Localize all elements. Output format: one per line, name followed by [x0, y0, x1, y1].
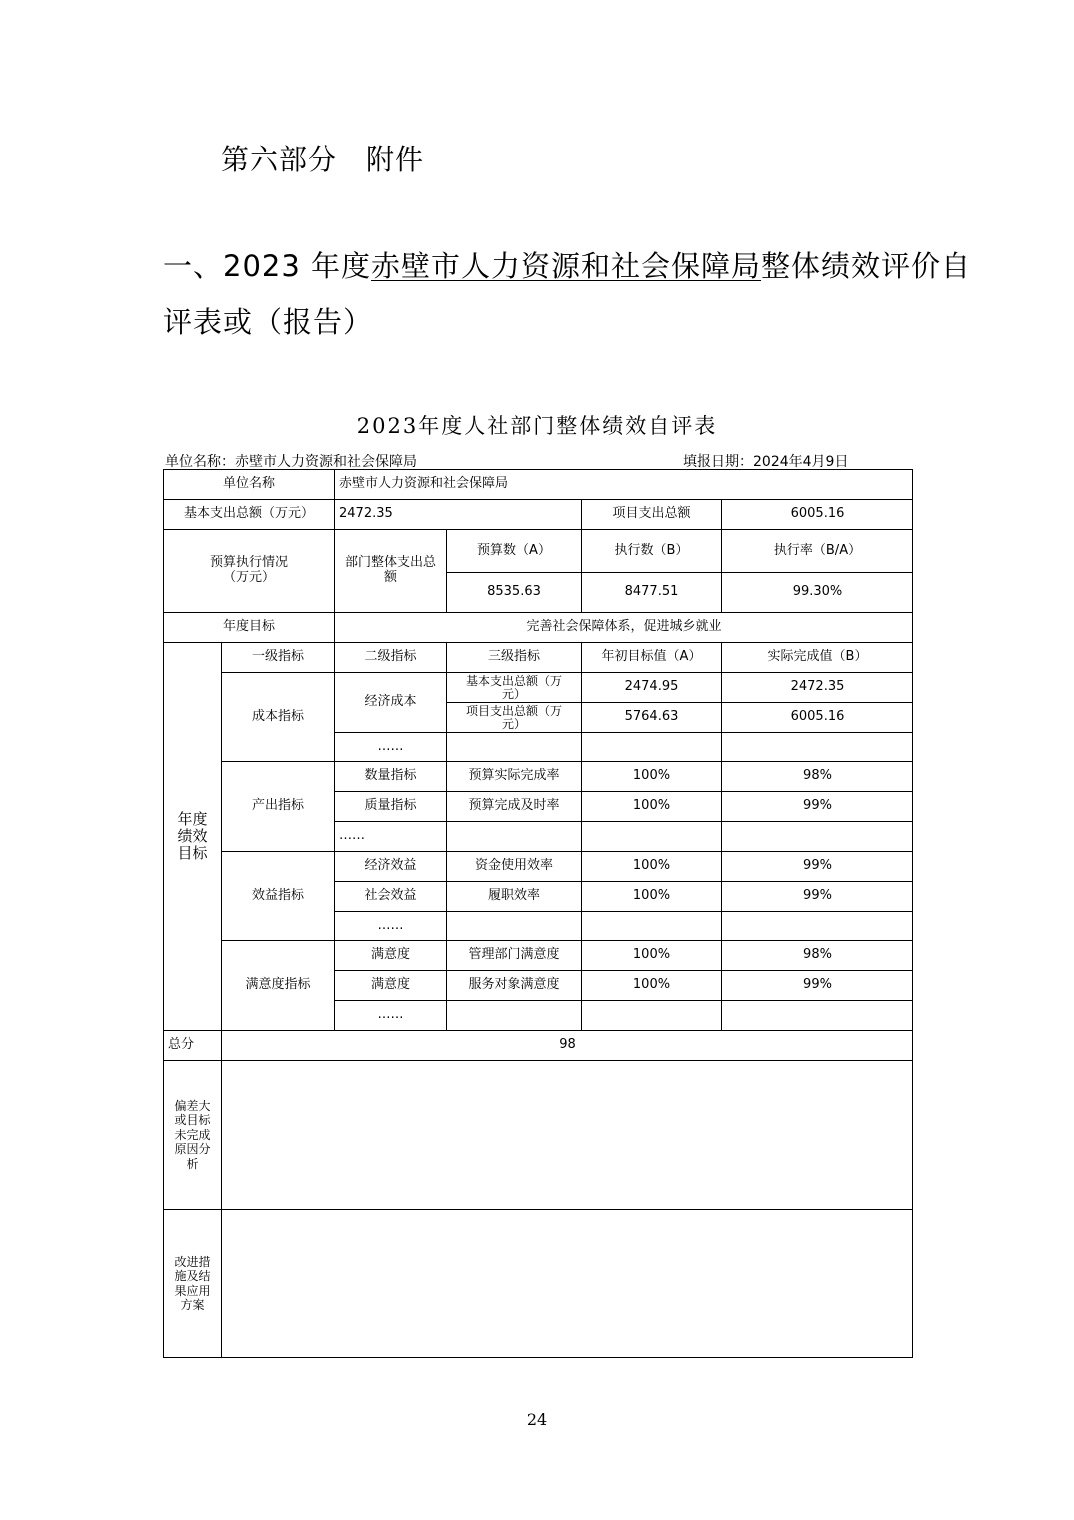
economic-cost-label: 经济成本 — [335, 673, 447, 733]
ellipsis-cell: …… — [335, 912, 447, 941]
table-cell: 99% — [722, 852, 913, 882]
table-cell — [447, 1001, 582, 1031]
heading-suffix: 整体绩效评价自 — [761, 249, 972, 283]
project-expense-value: 6005.16 — [722, 500, 913, 530]
table-cell: 资金使用效率 — [447, 852, 582, 882]
table-title: 2023年度人社部门整体绩效自评表 — [356, 414, 718, 438]
annual-goal-label: 年度目标 — [164, 613, 335, 643]
table-cell: 98% — [722, 762, 913, 792]
table-cell: 100% — [582, 971, 722, 1001]
col-target: 年初目标值（A） — [582, 643, 722, 673]
table-cell: 基本支出总额（万元） — [447, 673, 582, 703]
deviation-analysis-label: 偏差大或目标未完成原因分析 — [164, 1061, 222, 1210]
heading-prefix: 一、2023 年度 — [163, 249, 372, 283]
table-cell: 100% — [582, 852, 722, 882]
col-level2: 二级指标 — [335, 643, 447, 673]
improvement-plan-label: 改进措施及结果应用方案 — [164, 1210, 222, 1357]
table-cell — [582, 912, 722, 941]
deviation-analysis-value — [222, 1061, 913, 1210]
dept-total-label: 部门整体支出总额 — [335, 530, 447, 613]
benefit-indicator-label: 效益指标 — [222, 852, 335, 941]
page-number: 24 — [526, 1410, 548, 1429]
table-cell: 项目支出总额（万元） — [447, 703, 582, 733]
exec-rate-value: 99.30% — [722, 573, 913, 613]
table-cell: 99% — [722, 882, 913, 912]
table-cell: 管理部门满意度 — [447, 941, 582, 971]
table-cell: 经济效益 — [335, 852, 447, 882]
col-level3: 三级指标 — [447, 643, 582, 673]
table-cell: 5764.63 — [582, 703, 722, 733]
table-cell: 预算实际完成率 — [447, 762, 582, 792]
improvement-plan-value — [222, 1210, 913, 1357]
budget-a-value: 8535.63 — [447, 573, 582, 613]
table-cell — [447, 912, 582, 941]
table-cell — [722, 912, 913, 941]
basic-expense-label: 基本支出总额（万元） — [164, 500, 335, 530]
table-cell: 100% — [582, 762, 722, 792]
exec-b-value: 8477.51 — [582, 573, 722, 613]
annual-goal-value: 完善社会保障体系，促进城乡就业 — [335, 613, 913, 643]
table-cell: 99% — [722, 971, 913, 1001]
cost-indicator-label: 成本指标 — [222, 673, 335, 762]
table-cell — [722, 733, 913, 762]
unit-name-line: 单位名称：赤壁市人力资源和社会保障局 — [165, 454, 417, 470]
table-cell — [722, 822, 913, 852]
heading-org-name: 赤壁市人力资源和社会保障局 — [371, 249, 762, 283]
total-score-label: 总分 — [164, 1031, 222, 1061]
table-cell: 服务对象满意度 — [447, 971, 582, 1001]
fill-date: 填报日期：2024年4月9日 — [683, 454, 849, 470]
ellipsis-cell: …… — [335, 822, 447, 852]
budget-a-label: 预算数（A） — [447, 530, 582, 573]
satisfaction-indicator-label: 满意度指标 — [222, 941, 335, 1031]
table-cell — [447, 733, 582, 762]
budget-execution-label: 预算执行情况（万元） — [164, 530, 335, 613]
unit-name-value: 赤壁市人力资源和社会保障局 — [335, 470, 913, 500]
exec-rate-label: 执行率（B/A） — [722, 530, 913, 573]
ellipsis-cell: …… — [335, 733, 447, 762]
table-cell: 履职效率 — [447, 882, 582, 912]
col-level1: 一级指标 — [222, 643, 335, 673]
table-cell: 预算完成及时率 — [447, 792, 582, 822]
project-expense-label: 项目支出总额 — [582, 500, 722, 530]
table-cell: 100% — [582, 792, 722, 822]
exec-b-label: 执行数（B） — [582, 530, 722, 573]
table-cell: 质量指标 — [335, 792, 447, 822]
total-score-value: 98 — [222, 1031, 913, 1061]
ellipsis-cell: …… — [335, 1001, 447, 1031]
table-cell: 2474.95 — [582, 673, 722, 703]
self-evaluation-table — [163, 469, 913, 1358]
table-cell: 6005.16 — [722, 703, 913, 733]
output-indicator-label: 产出指标 — [222, 762, 335, 852]
section-heading — [163, 244, 971, 285]
unit-name-label: 单位名称 — [164, 470, 335, 500]
basic-expense-value: 2472.35 — [335, 500, 582, 530]
table-cell: 社会效益 — [335, 882, 447, 912]
table-cell — [722, 1001, 913, 1031]
table-cell — [582, 1001, 722, 1031]
part-title: 第六部分 附件 — [221, 143, 425, 176]
col-actual: 实际完成值（B） — [722, 643, 913, 673]
table-cell: 2472.35 — [722, 673, 913, 703]
table-cell — [582, 822, 722, 852]
table-cell: 99% — [722, 792, 913, 822]
table-cell: 满意度 — [335, 971, 447, 1001]
table-cell — [447, 822, 582, 852]
table-cell — [582, 733, 722, 762]
table-cell: 98% — [722, 941, 913, 971]
table-cell: 数量指标 — [335, 762, 447, 792]
section-heading-line2: 评表或（报告） — [163, 305, 374, 339]
table-cell: 100% — [582, 941, 722, 971]
table-cell: 100% — [582, 882, 722, 912]
table-cell: 满意度 — [335, 941, 447, 971]
annual-performance-label: 年度绩效目标 — [164, 643, 222, 1031]
